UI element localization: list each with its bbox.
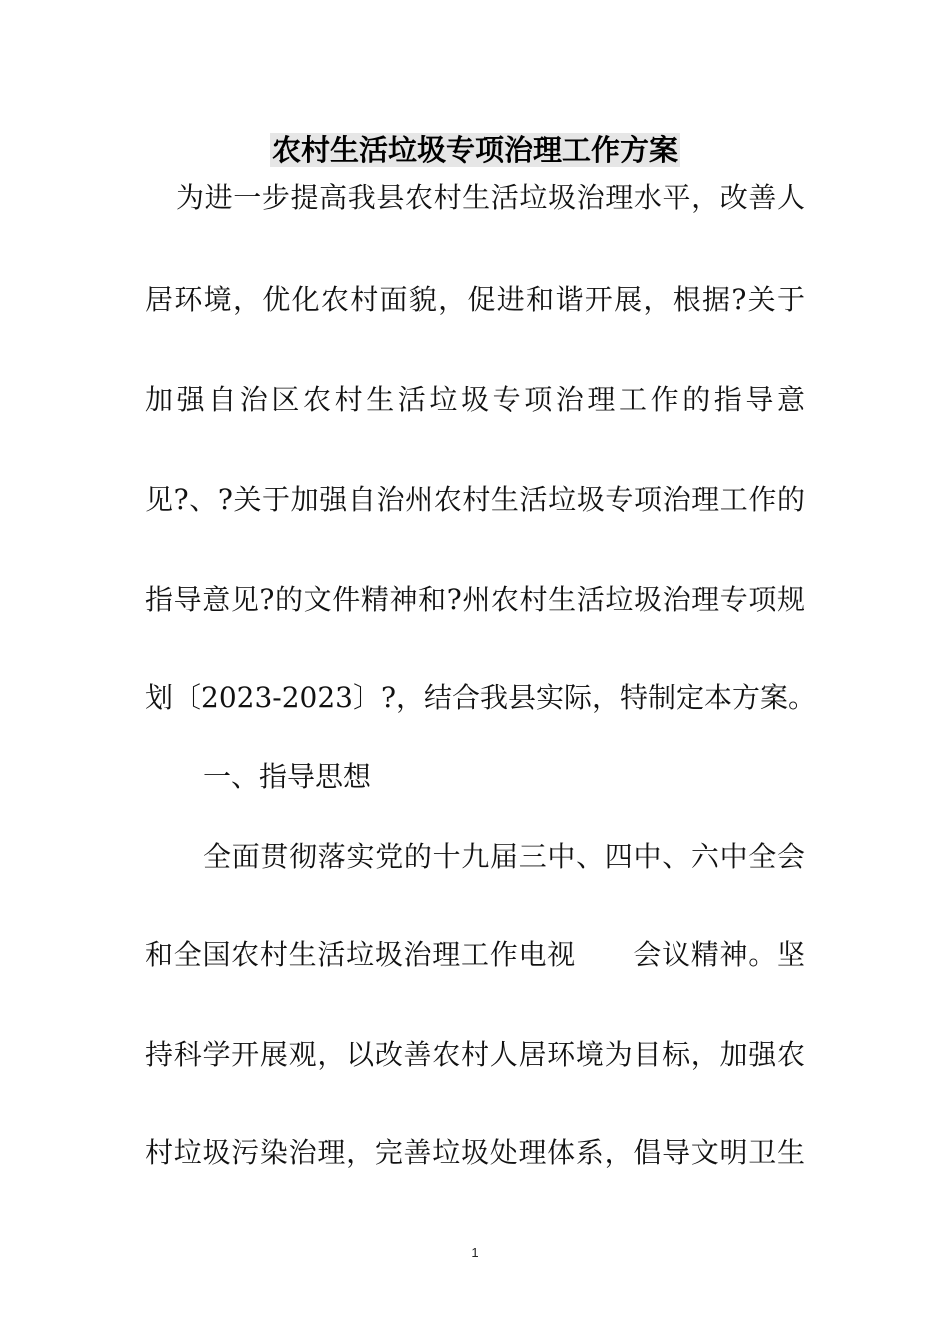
section-heading: 一、指导思想 [203,760,372,793]
page-number: 1 [471,1245,479,1260]
paragraph-line: 和全国农村生活垃圾治理工作电视 会议精神。坚 [145,938,805,971]
paragraph-line: 见?、?关于加强自治州农村生活垃圾专项治理工作的 [145,483,805,516]
paragraph-line: 全面贯彻落实党的十九届三中、四中、六中全会 [203,840,805,873]
paragraph-line: 村垃圾污染治理，完善垃圾处理体系，倡导文明卫生 [145,1136,805,1169]
paragraph-line: 加强自治区农村生活垃圾专项治理工作的指导意 [145,383,805,416]
document-title [0,128,950,172]
title-text: 农村生活垃圾专项治理工作方案 [271,133,678,167]
paragraph-line: 居环境，优化农村面貌，促进和谐开展，根据?关于 [145,283,805,316]
paragraph-line: 持科学开展观，以改善农村人居环境为目标，加强农 [145,1038,805,1071]
paragraph-line: 为进一步提高我县农村生活垃圾治理水平，改善人 [176,181,805,214]
paragraph-line: 指导意见?的文件精神和?州农村生活垃圾治理专项规 [145,583,805,616]
paragraph-line: 划〔2023-2023〕?，结合我县实际，特制定本方案。 [145,681,816,714]
